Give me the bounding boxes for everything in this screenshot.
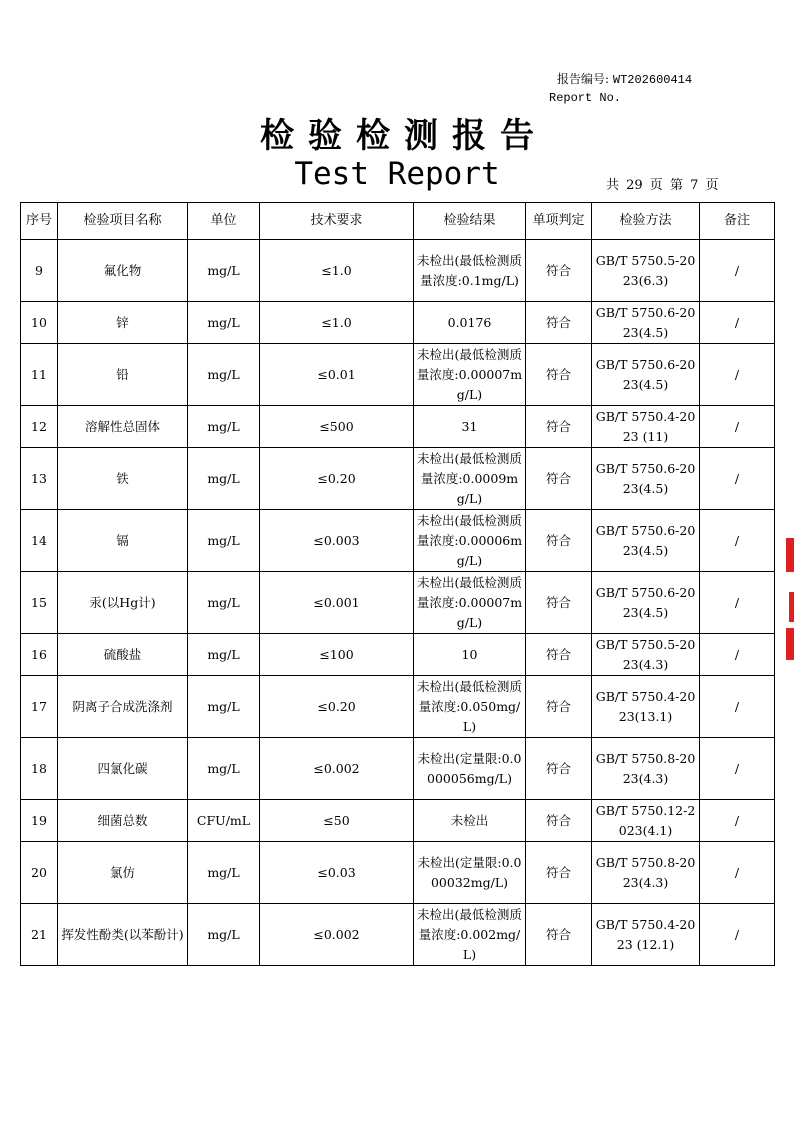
cell-method: GB/T 5750.4-2023 (12.1) [592,904,700,966]
cell-no: 18 [21,738,58,800]
header-col-requirement: 技术要求 [260,203,414,240]
cell-judgement: 符合 [526,406,592,448]
cell-judgement: 符合 [526,800,592,842]
table-row [21,800,775,842]
cell-result: 未检出(定量限:0.000032mg/L) [414,842,526,904]
header-col-item: 检验项目名称 [58,203,188,240]
cell-method: GB/T 5750.5-2023(4.3) [592,634,700,676]
cell-no: 21 [21,904,58,966]
cell-item: 铅 [58,344,188,406]
table-row [21,510,775,572]
table-row [21,240,775,302]
cell-requirement: ≤0.003 [260,510,414,572]
cell-requirement: ≤0.01 [260,344,414,406]
cell-unit: mg/L [188,510,260,572]
cell-result: 未检出(最低检测质量浓度:0.00006mg/L) [414,510,526,572]
cell-judgement: 符合 [526,904,592,966]
cell-remark: / [700,738,775,800]
cell-remark: / [700,510,775,572]
cell-judgement: 符合 [526,676,592,738]
cell-unit: mg/L [188,634,260,676]
table-row [21,842,775,904]
cell-no: 13 [21,448,58,510]
cell-method: GB/T 5750.6-2023(4.5) [592,448,700,510]
table-row [21,344,775,406]
cell-unit: mg/L [188,240,260,302]
table-row [21,406,775,448]
cell-item: 阴离子合成洗涤剂 [58,676,188,738]
report-number-label: 报告编号: [557,72,610,86]
cell-item: 铁 [58,448,188,510]
cell-remark: / [700,302,775,344]
cell-item: 挥发性酚类(以苯酚计) [58,904,188,966]
cell-result: 未检出 [414,800,526,842]
cell-method: GB/T 5750.8-2023(4.3) [592,738,700,800]
table-header-row [21,203,775,240]
report-title-cn: 检验检测报告 [260,116,548,156]
cell-unit: mg/L [188,406,260,448]
cell-method: GB/T 5750.8-2023(4.3) [592,842,700,904]
cell-no: 9 [21,240,58,302]
cell-result: 未检出(最低检测质量浓度:0.0009mg/L) [414,448,526,510]
cell-result: 未检出(最低检测质量浓度:0.1mg/L) [414,240,526,302]
red-stamp-edge [786,538,794,674]
table-row [21,634,775,676]
cell-judgement: 符合 [526,344,592,406]
cell-unit: mg/L [188,676,260,738]
cell-method: GB/T 5750.4-2023(13.1) [592,676,700,738]
report-title-en: Test Report [294,156,500,192]
header-col-method: 检验方法 [592,203,700,240]
cell-unit: mg/L [188,904,260,966]
page-info: 共 29 页 第 7 页 [606,178,719,193]
cell-no: 16 [21,634,58,676]
cell-remark: / [700,448,775,510]
cell-result: 未检出(最低检测质量浓度:0.050mg/L) [414,676,526,738]
cell-no: 12 [21,406,58,448]
report-number-value: WT202600414 [612,73,693,87]
table-row [21,676,775,738]
cell-judgement: 符合 [526,572,592,634]
cell-unit: mg/L [188,738,260,800]
cell-result: 未检出(最低检测质量浓度:0.00007mg/L) [414,572,526,634]
cell-remark: / [700,344,775,406]
cell-requirement: ≤50 [260,800,414,842]
cell-method: GB/T 5750.5-2023(6.3) [592,240,700,302]
cell-judgement: 符合 [526,634,592,676]
table-row [21,448,775,510]
cell-item: 锌 [58,302,188,344]
stamp-mark [786,538,794,572]
cell-no: 14 [21,510,58,572]
cell-remark: / [700,572,775,634]
cell-result: 未检出(定量限:0.0000056mg/L) [414,738,526,800]
cell-item: 硫酸盐 [58,634,188,676]
cell-result: 0.0176 [414,302,526,344]
cell-remark: / [700,676,775,738]
cell-judgement: 符合 [526,738,592,800]
cell-result: 10 [414,634,526,676]
cell-judgement: 符合 [526,510,592,572]
cell-item: 溶解性总固体 [58,406,188,448]
report-number-label-en: Report No. [549,91,622,105]
cell-requirement: ≤1.0 [260,302,414,344]
cell-item: 四氯化碳 [58,738,188,800]
cell-remark: / [700,800,775,842]
header-col-no: 序号 [21,203,58,240]
cell-item: 氯仿 [58,842,188,904]
cell-judgement: 符合 [526,302,592,344]
header-col-result: 检验结果 [414,203,526,240]
cell-unit: mg/L [188,344,260,406]
cell-remark: / [700,904,775,966]
table-row [21,302,775,344]
cell-method: GB/T 5750.6-2023(4.5) [592,572,700,634]
cell-result: 31 [414,406,526,448]
cell-requirement: ≤1.0 [260,240,414,302]
cell-method: GB/T 5750.4-2023 (11) [592,406,700,448]
cell-remark: / [700,240,775,302]
cell-item: 氟化物 [58,240,188,302]
cell-remark: / [700,634,775,676]
cell-no: 20 [21,842,58,904]
cell-no: 17 [21,676,58,738]
cell-remark: / [700,842,775,904]
report-number [549,70,692,107]
cell-method: GB/T 5750.6-2023(4.5) [592,510,700,572]
cell-unit: mg/L [188,842,260,904]
header-col-judgement: 单项判定 [526,203,592,240]
table-row [21,904,775,966]
cell-unit: CFU/mL [188,800,260,842]
table-row [21,572,775,634]
cell-result: 未检出(最低检测质量浓度:0.002mg/L) [414,904,526,966]
stamp-mark [789,592,794,622]
table-body [21,240,775,966]
cell-requirement: ≤0.20 [260,676,414,738]
cell-method: GB/T 5750.6-2023(4.5) [592,302,700,344]
stamp-mark [786,628,794,660]
header-col-remark: 备注 [700,203,775,240]
cell-item: 镉 [58,510,188,572]
cell-no: 19 [21,800,58,842]
header-col-unit: 单位 [188,203,260,240]
cell-unit: mg/L [188,302,260,344]
table-row [21,738,775,800]
cell-judgement: 符合 [526,448,592,510]
cell-requirement: ≤100 [260,634,414,676]
cell-item: 细菌总数 [58,800,188,842]
cell-method: GB/T 5750.12-2023(4.1) [592,800,700,842]
cell-requirement: ≤0.002 [260,738,414,800]
cell-unit: mg/L [188,448,260,510]
cell-judgement: 符合 [526,240,592,302]
cell-no: 10 [21,302,58,344]
cell-no: 11 [21,344,58,406]
cell-result: 未检出(最低检测质量浓度:0.00007mg/L) [414,344,526,406]
cell-unit: mg/L [188,572,260,634]
cell-requirement: ≤0.20 [260,448,414,510]
cell-requirement: ≤0.002 [260,904,414,966]
cell-requirement: ≤500 [260,406,414,448]
cell-remark: / [700,406,775,448]
cell-no: 15 [21,572,58,634]
results-table [20,202,775,966]
cell-item: 汞(以Hg计) [58,572,188,634]
cell-requirement: ≤0.001 [260,572,414,634]
cell-method: GB/T 5750.6-2023(4.5) [592,344,700,406]
cell-judgement: 符合 [526,842,592,904]
cell-requirement: ≤0.03 [260,842,414,904]
